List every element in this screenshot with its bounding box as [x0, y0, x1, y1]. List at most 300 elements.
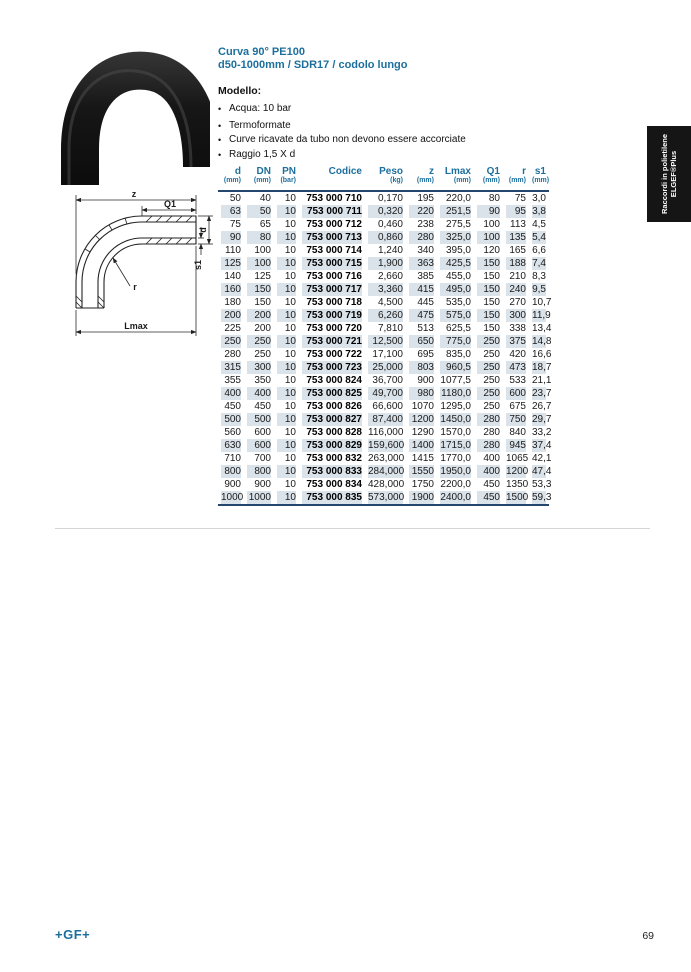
table-row: [218, 374, 549, 387]
cell: 1070: [411, 401, 434, 412]
model-bullet: [218, 133, 466, 148]
cell: 10: [284, 245, 296, 256]
cell: 400: [474, 465, 503, 478]
cell-codice: 753 000 714: [306, 245, 362, 256]
cell: 0,460: [377, 219, 403, 230]
cell-codice: 753 000 712: [306, 219, 362, 230]
cell-codice: 753 000 829: [299, 439, 365, 452]
cell: 250: [474, 361, 503, 374]
cell: 900: [417, 375, 434, 386]
cell: 150: [483, 271, 500, 282]
cell: 375: [503, 335, 529, 348]
cell-codice: 753 000 827: [299, 413, 365, 426]
cell: 50: [229, 193, 241, 204]
cell-codice: 753 000 711: [299, 205, 365, 218]
table-row: [218, 218, 549, 231]
table-row: [218, 465, 549, 478]
cell: 10: [274, 231, 299, 244]
cell: 40: [259, 193, 271, 204]
cell: 10: [284, 193, 296, 204]
cell: 10: [274, 335, 299, 348]
cell: 0,170: [377, 193, 403, 204]
cell: 2,660: [377, 271, 403, 282]
cell: 200: [254, 323, 271, 334]
cell: 0,860: [365, 231, 406, 244]
cell: 1295,0: [440, 401, 471, 412]
table-row: [218, 400, 549, 413]
cell: 675: [509, 401, 526, 412]
cell: 10: [284, 453, 296, 464]
model-bullet-text: Termoformate: [229, 119, 291, 131]
cell: 3,8: [529, 205, 549, 218]
cell: 250: [218, 335, 244, 348]
cell: 7,810: [377, 323, 403, 334]
bullet-icon: •: [218, 120, 222, 131]
cell: 450: [474, 491, 503, 505]
cell: 280: [406, 231, 437, 244]
cell: 3,360: [365, 283, 406, 296]
cell: 17,100: [372, 349, 403, 360]
page-number: 69: [642, 930, 654, 942]
cell: 1000: [218, 491, 244, 505]
dim-label-r: r: [133, 282, 137, 292]
column-unit: [299, 177, 365, 191]
cell: 165: [509, 245, 526, 256]
chapter-tab-line-1: Raccordi in polietilene: [660, 133, 669, 215]
column-unit: (bar): [274, 177, 299, 191]
table-row: [218, 244, 549, 257]
cell: 600: [244, 439, 274, 452]
chapter-tab-text: [647, 126, 691, 222]
cell: 250: [483, 401, 500, 412]
cell: 1200: [406, 413, 437, 426]
model-bullet-text: Raggio 1,5 X d: [229, 148, 296, 160]
cell: 250: [474, 387, 503, 400]
cell: 10: [284, 297, 296, 308]
cell: 800: [244, 465, 274, 478]
spec-table: [218, 163, 552, 506]
cell: 4,500: [377, 297, 403, 308]
cell: 87,400: [365, 413, 406, 426]
cell: 140: [224, 271, 241, 282]
cell: 533: [509, 375, 526, 386]
chapter-tab: [647, 126, 691, 222]
cell: 5,4: [529, 231, 549, 244]
cell: 47,4: [529, 465, 549, 478]
cell: 125: [254, 271, 271, 282]
cell: 900: [224, 479, 241, 490]
cell-codice: 753 000 835: [299, 491, 365, 505]
model-block: [218, 85, 466, 162]
column-header: Q1: [486, 166, 500, 177]
cell: 160: [218, 283, 244, 296]
cell: 150: [483, 297, 500, 308]
cell-codice: 753 000 720: [306, 323, 362, 334]
table-row: [218, 478, 549, 491]
cell-codice: 753 000 715: [299, 257, 365, 270]
cell-codice: 753 000 718: [306, 297, 362, 308]
cell: 13,4: [532, 323, 552, 334]
cell: 415: [406, 283, 437, 296]
cell: 980: [406, 387, 437, 400]
cell-codice: 753 000 716: [306, 271, 362, 282]
page-title: [218, 46, 408, 72]
model-heading: Modello:: [218, 85, 262, 97]
cell: 10: [274, 309, 299, 322]
cell: 1,900: [365, 257, 406, 270]
cell: 284,000: [365, 465, 406, 478]
cell: 280: [224, 349, 241, 360]
cell: 1,240: [377, 245, 403, 256]
cell: 1770,0: [440, 453, 471, 464]
cell-codice: 753 000 723: [299, 361, 365, 374]
cell: 200: [244, 309, 274, 322]
cell: 21,1: [532, 375, 552, 386]
chapter-tab-line-2: ELGEF®Plus: [669, 150, 678, 198]
cell: 1500: [503, 491, 529, 505]
cell: 263,000: [368, 453, 405, 464]
cell: 220: [406, 205, 437, 218]
cell: 280: [474, 439, 503, 452]
cell: 400: [244, 387, 274, 400]
cell: 10: [274, 361, 299, 374]
cell: 450: [254, 401, 271, 412]
cell: 53,3: [532, 479, 552, 490]
cell: 250: [244, 335, 274, 348]
model-bullet: [218, 102, 466, 117]
cell: 150: [474, 283, 503, 296]
cell: 1950,0: [437, 465, 474, 478]
cell: 18,7: [529, 361, 549, 374]
cell: 6,260: [365, 309, 406, 322]
cell: 50: [244, 205, 274, 218]
dim-label-q1: Q1: [163, 199, 177, 209]
cell: 450: [483, 479, 500, 490]
cell: 2400,0: [437, 491, 474, 505]
cell: 150: [254, 297, 271, 308]
cell: 150: [244, 283, 274, 296]
cell: 80: [244, 231, 274, 244]
cell: 251,5: [437, 205, 474, 218]
cell: 29,7: [529, 413, 549, 426]
column-header: Lmax: [444, 166, 471, 177]
cell: 159,600: [365, 439, 406, 452]
cell-codice: 753 000 710: [306, 193, 362, 204]
cell: 10,7: [532, 297, 552, 308]
cell: 300: [244, 361, 274, 374]
cell: 445: [417, 297, 434, 308]
cell: 14,8: [529, 335, 549, 348]
cell: 11,9: [529, 309, 549, 322]
column-header: Peso: [379, 166, 403, 177]
cell: 75: [514, 193, 526, 204]
cell: 42,1: [532, 453, 552, 464]
cell: 10: [274, 257, 299, 270]
cell: 450: [224, 401, 241, 412]
cell: 6,6: [532, 245, 546, 256]
cell: 10: [274, 439, 299, 452]
cell: 1570,0: [440, 427, 471, 438]
cell: 10: [284, 401, 296, 412]
cell: 425,5: [437, 257, 474, 270]
dim-label-s1: s1: [193, 259, 203, 271]
cell: 475: [406, 309, 437, 322]
cell: 695: [417, 349, 434, 360]
cell: 116,000: [368, 427, 404, 438]
cell: 395,0: [445, 245, 471, 256]
cell: 110: [225, 245, 241, 256]
table-row: [218, 335, 549, 348]
cell: 900: [254, 479, 271, 490]
cell: 495,0: [437, 283, 474, 296]
cell: 250: [483, 349, 500, 360]
footer-divider: [55, 528, 650, 529]
dim-label-z: z: [131, 189, 137, 199]
cell: 10: [274, 387, 299, 400]
cell: 400: [218, 387, 244, 400]
cell: 63: [218, 205, 244, 218]
cell: 100: [254, 245, 271, 256]
cell-codice: 753 000 721: [299, 335, 365, 348]
cell-codice: 753 000 826: [306, 401, 362, 412]
cell: 325,0: [437, 231, 474, 244]
cell: 12,500: [365, 335, 406, 348]
cell: 150: [474, 309, 503, 322]
cell: 10: [274, 465, 299, 478]
cell: 10: [274, 491, 299, 505]
cell-codice: 753 000 828: [306, 427, 362, 438]
section-hatching: [76, 216, 192, 308]
cell: 9,5: [529, 283, 549, 296]
cell: 220,0: [445, 193, 471, 204]
cell-codice: 753 000 824: [306, 375, 362, 386]
dim-label-d: d: [198, 227, 208, 233]
cell: 455,0: [445, 271, 471, 282]
cell: 513: [417, 323, 434, 334]
cell: 10: [284, 219, 296, 230]
cell: 90: [474, 205, 503, 218]
cell: 835,0: [445, 349, 471, 360]
cell: 355: [224, 375, 241, 386]
title-line-1: Curva 90° PE100: [218, 46, 305, 58]
cell: 700: [254, 453, 271, 464]
cell: 10: [284, 375, 296, 386]
cell: 385: [417, 271, 434, 282]
cell: 200: [218, 309, 244, 322]
cell: 4,5: [532, 219, 546, 230]
table-row: [218, 426, 549, 439]
cell: 630: [218, 439, 244, 452]
table-row: [218, 452, 549, 465]
cell: 100: [474, 231, 503, 244]
cell: 1077,5: [440, 375, 471, 386]
cell-codice: 753 000 832: [306, 453, 362, 464]
cell: 7,4: [529, 257, 549, 270]
title-line-2: d50-1000mm / SDR17 / codolo lungo: [218, 59, 408, 71]
cell: 59,3: [529, 491, 549, 505]
cell: 710: [224, 453, 241, 464]
column-unit: (mm): [529, 177, 549, 191]
cell: 150: [483, 323, 500, 334]
cell: 1065: [506, 453, 529, 464]
cell: 16,6: [532, 349, 552, 360]
cell: 10: [284, 479, 296, 490]
cell: 625,5: [445, 323, 471, 334]
column-unit: (mm): [218, 177, 244, 191]
cell: 1400: [406, 439, 437, 452]
cell: 500: [218, 413, 244, 426]
cell: 1900: [406, 491, 437, 505]
cell: 36,700: [372, 375, 403, 386]
cell: 2200,0: [440, 479, 471, 490]
cell-codice: 753 000 722: [306, 349, 362, 360]
product-photo-elbow: [45, 45, 210, 185]
column-header: d: [234, 166, 241, 177]
cell: 1200: [503, 465, 529, 478]
cell: 26,7: [532, 401, 552, 412]
cell: 650: [406, 335, 437, 348]
cell: 10: [284, 323, 296, 334]
column-header: Codice: [328, 166, 362, 177]
cell: 240: [503, 283, 529, 296]
cell: 195: [417, 193, 434, 204]
cell: 535,0: [445, 297, 471, 308]
cell: 37,4: [529, 439, 549, 452]
cell: 473: [503, 361, 529, 374]
cell: 775,0: [437, 335, 474, 348]
cell: 10: [284, 349, 296, 360]
column-unit: (kg): [365, 177, 406, 191]
cell: 300: [503, 309, 529, 322]
cell: 49,700: [365, 387, 406, 400]
cell: 23,7: [529, 387, 549, 400]
cell: 135: [503, 231, 529, 244]
cell: 113: [510, 219, 526, 230]
cell: 75: [229, 219, 241, 230]
column-unit: (mm): [437, 177, 474, 191]
cell-codice: 753 000 833: [299, 465, 365, 478]
cell: 428,000: [368, 479, 405, 490]
cell: 1180,0: [437, 387, 474, 400]
cell: 1715,0: [437, 439, 474, 452]
bullet-icon: •: [218, 135, 222, 145]
cell: 1290: [411, 427, 434, 438]
table-row: [218, 205, 549, 218]
cell: 420: [509, 349, 526, 360]
cell: 100: [244, 257, 274, 270]
cell: 315: [218, 361, 244, 374]
cell: 90: [218, 231, 244, 244]
table-row: [218, 270, 549, 283]
cell: 960,5: [437, 361, 474, 374]
column-header: r: [522, 166, 526, 177]
bullet-icon: •: [218, 149, 222, 160]
cell: 1550: [406, 465, 437, 478]
cell-codice: 753 000 719: [299, 309, 365, 322]
cell: 25,000: [365, 361, 406, 374]
cell: 1450,0: [437, 413, 474, 426]
cell: 250: [254, 349, 271, 360]
cell: 363: [406, 257, 437, 270]
dim-label-lmax: Lmax: [124, 321, 148, 331]
cell-codice: 753 000 825: [299, 387, 365, 400]
table-row: [218, 191, 549, 205]
table-row: [218, 296, 549, 309]
cell: 66,600: [372, 401, 403, 412]
cell: 1750: [411, 479, 434, 490]
table-header-units: [218, 177, 549, 191]
cell-codice: 753 000 717: [299, 283, 365, 296]
cell: 125: [218, 257, 244, 270]
cell: 575,0: [437, 309, 474, 322]
cell: 350: [254, 375, 271, 386]
cell: 338: [509, 323, 526, 334]
cell: 225: [224, 323, 241, 334]
column-header: z: [429, 166, 434, 177]
column-unit: (mm): [406, 177, 437, 191]
cell-codice: 753 000 713: [299, 231, 365, 244]
cell: 8,3: [532, 271, 546, 282]
cell: 10: [274, 205, 299, 218]
column-header: PN: [282, 166, 296, 177]
cell: 80: [488, 193, 500, 204]
cell: 750: [503, 413, 529, 426]
cell: 500: [244, 413, 274, 426]
bullet-icon: •: [218, 104, 222, 114]
cell: 400: [483, 453, 500, 464]
table-row: [218, 361, 549, 374]
cell: 10: [284, 271, 296, 282]
cell: 600: [503, 387, 529, 400]
technical-drawing: [50, 186, 216, 352]
cell: 250: [474, 335, 503, 348]
cell: 1415: [411, 453, 434, 464]
cell: 1000: [244, 491, 274, 505]
column-unit: (mm): [244, 177, 274, 191]
table-row: [218, 491, 549, 505]
cell: 280: [483, 427, 500, 438]
cell: 250: [483, 375, 500, 386]
cell: 270: [509, 297, 526, 308]
column-header: s1: [534, 166, 546, 177]
table-row: [218, 439, 549, 452]
column-unit: (mm): [474, 177, 503, 191]
cell: 150: [474, 257, 503, 270]
cell: 210: [509, 271, 526, 282]
column-header: DN: [256, 166, 271, 177]
model-bullet-text: Curve ricavate da tubo non devono essere accorciate: [229, 134, 466, 145]
cell: 945: [503, 439, 529, 452]
cell-codice: 753 000 834: [306, 479, 362, 490]
cell: 803: [406, 361, 437, 374]
cell: 573,000: [365, 491, 406, 505]
cell: 33,2: [532, 427, 552, 438]
cell: 238: [417, 219, 434, 230]
cell: 340: [417, 245, 434, 256]
cell: 188: [503, 257, 529, 270]
table-row: [218, 257, 549, 270]
table-header-labels: [218, 163, 549, 177]
model-bullets: [218, 102, 466, 162]
cell: 1350: [506, 479, 529, 490]
cell: 10: [274, 283, 299, 296]
elbow-outline: [76, 216, 196, 308]
table-body: [218, 191, 552, 505]
model-bullet: [218, 119, 466, 134]
cell: 180: [224, 297, 241, 308]
model-bullet-text: Acqua: 10 bar: [229, 103, 292, 114]
cell: 840: [509, 427, 526, 438]
